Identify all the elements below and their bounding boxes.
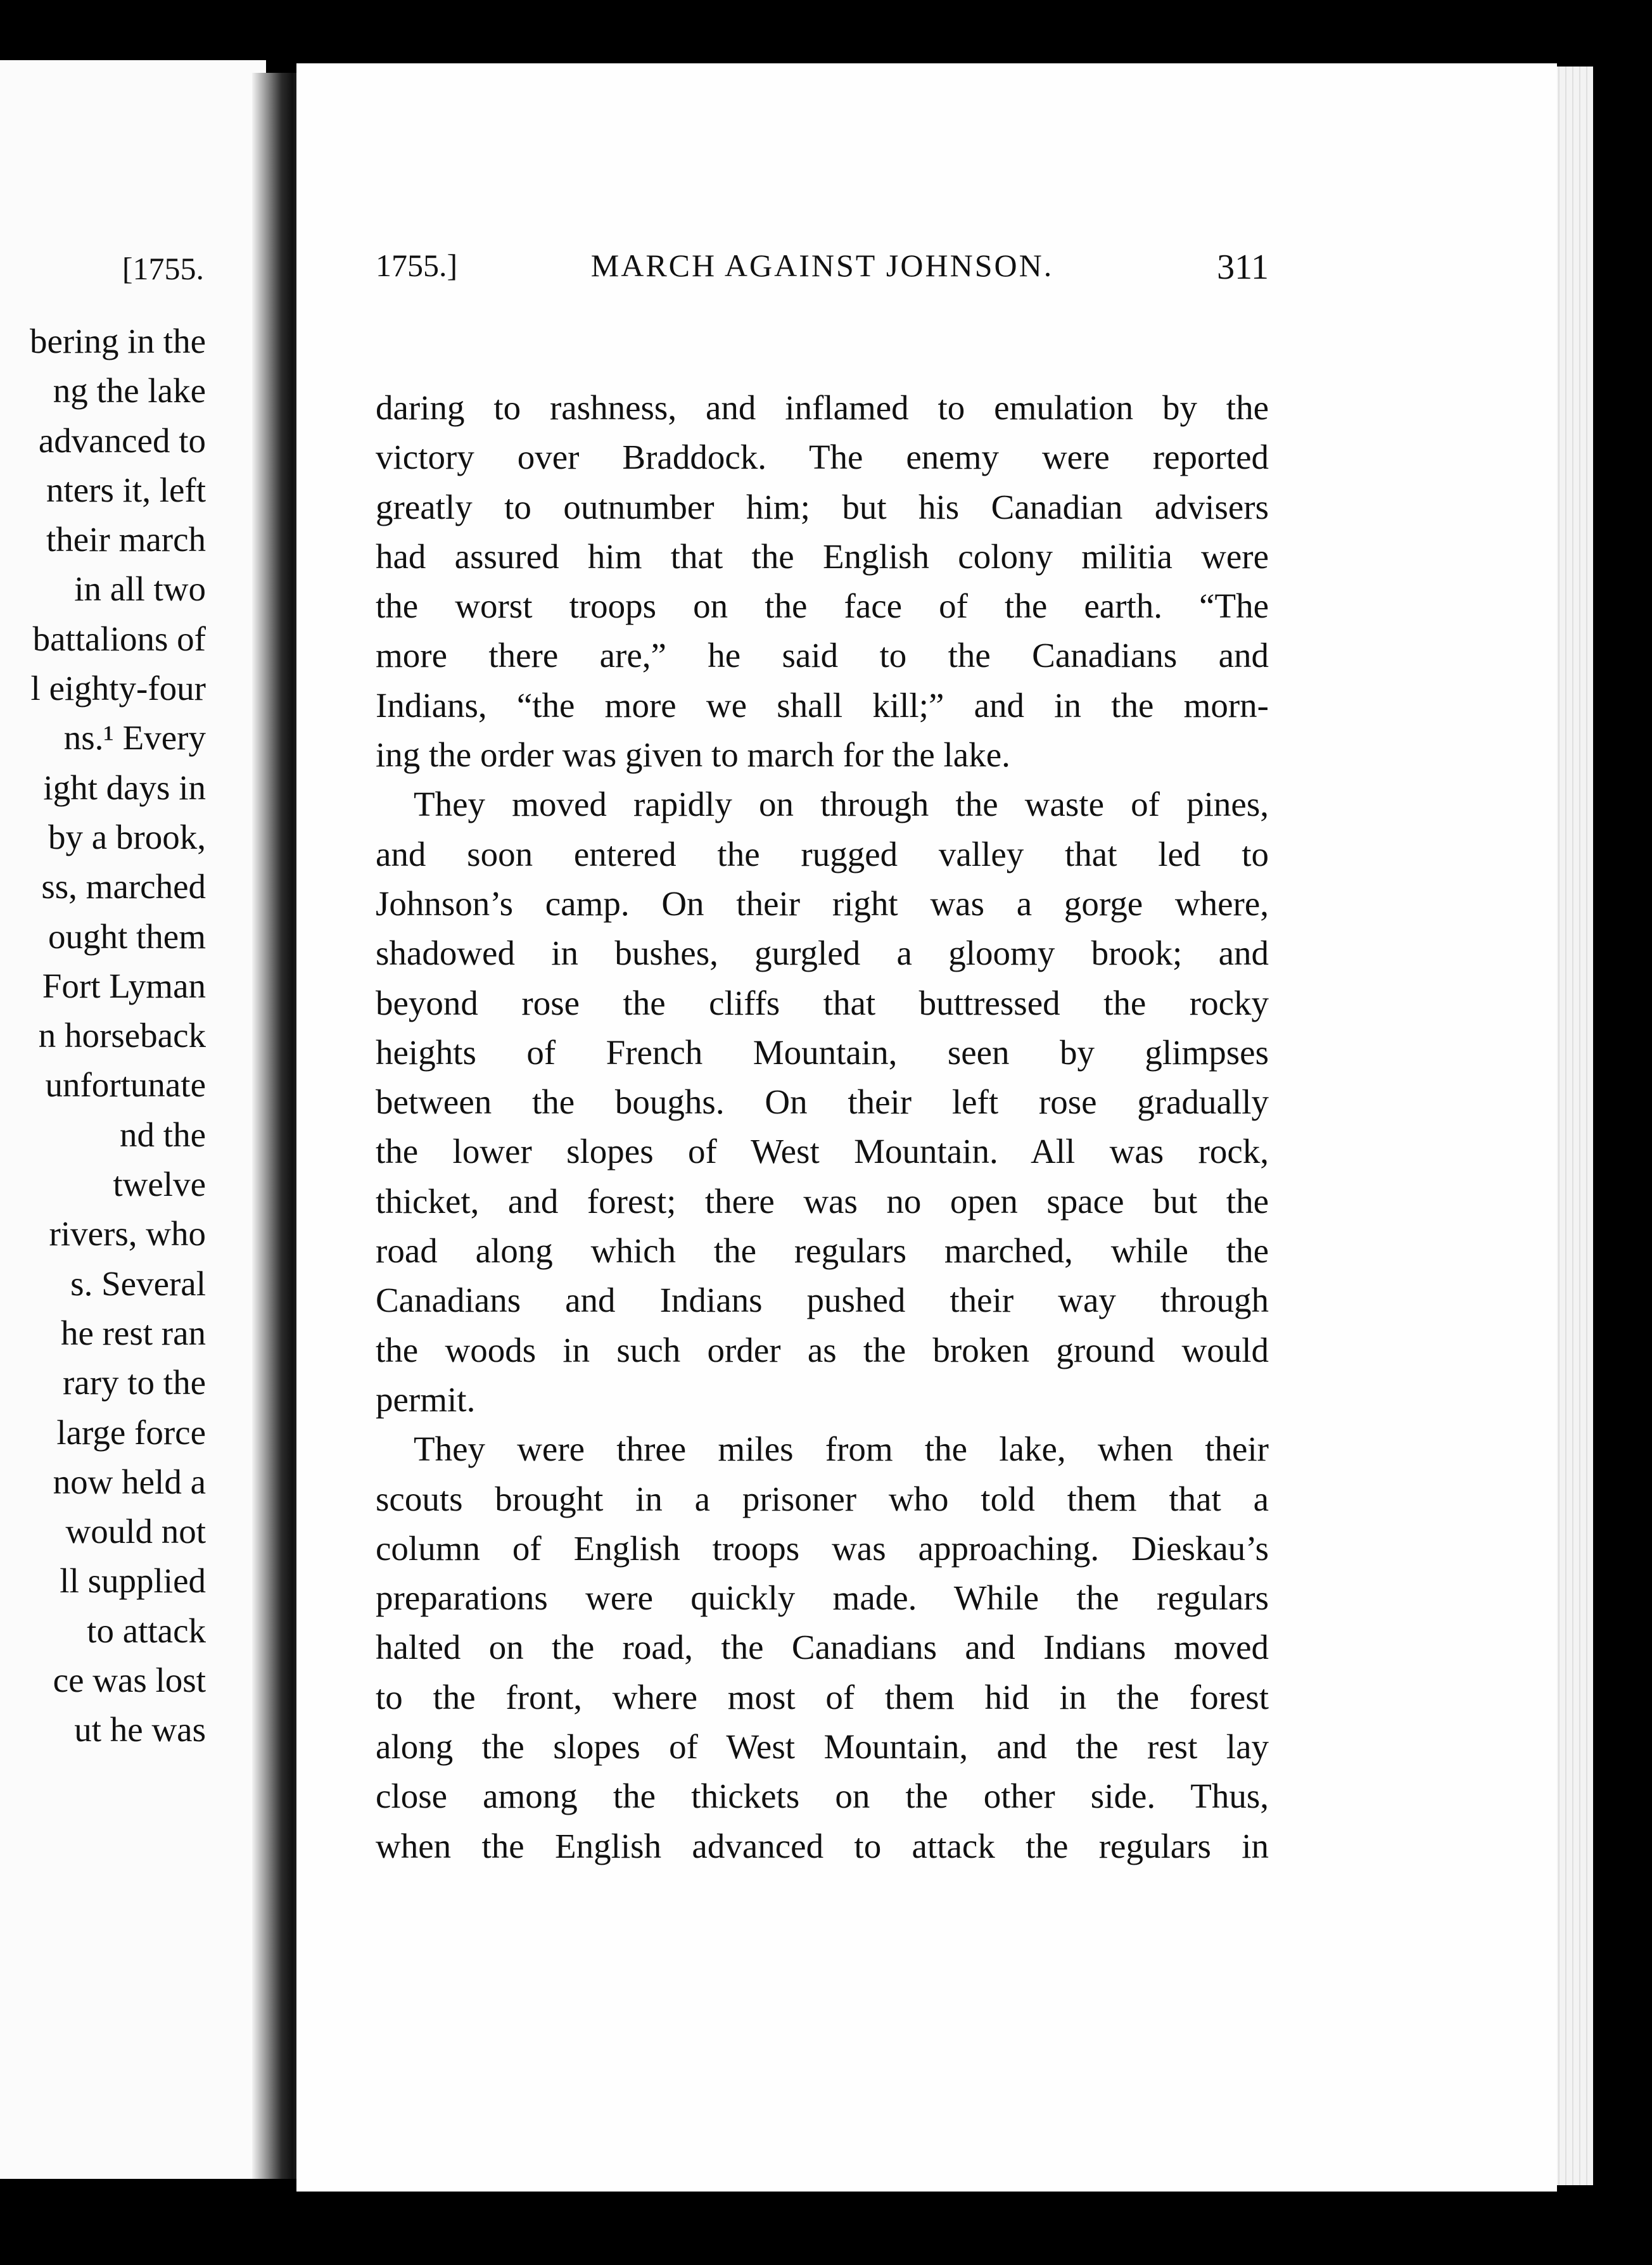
text-line: in all two bbox=[74, 569, 206, 609]
paragraph bbox=[376, 780, 1269, 1424]
text-line: large force bbox=[56, 1412, 206, 1452]
text-line: column of English troops was approaching. Dieskau’s bbox=[376, 1528, 1269, 1568]
text-line: by a brook, bbox=[48, 817, 206, 856]
text-line: their march bbox=[46, 520, 206, 559]
text-line: ce was lost bbox=[53, 1661, 206, 1700]
text-line: ll supplied bbox=[60, 1561, 206, 1601]
text-line: ight days in bbox=[43, 768, 206, 807]
text-line: ut he was bbox=[74, 1710, 206, 1749]
text-line: preparations were quickly made. While the regulars bbox=[376, 1578, 1269, 1618]
text-line: nd the bbox=[120, 1115, 206, 1154]
text-line: Canadians and Indians pushed their way through bbox=[376, 1281, 1269, 1320]
text-line: victory over Braddock. The enemy were reported bbox=[376, 438, 1269, 477]
text-line: and soon entered the rugged valley that led to bbox=[376, 834, 1269, 873]
text-line: ss, marched bbox=[41, 867, 206, 906]
text-line: now held a bbox=[53, 1462, 206, 1501]
text-line: ought them bbox=[48, 917, 206, 956]
text-line: to attack bbox=[87, 1611, 206, 1650]
text-line: daring to rashness, and inflamed to emulation by the bbox=[376, 388, 1269, 427]
text-line: halted on the road, the Canadians and Indians moved bbox=[376, 1628, 1269, 1667]
current-page bbox=[296, 63, 1557, 2192]
text-line: l eighty-four bbox=[30, 669, 206, 708]
text-line: road along which the regulars marched, while the bbox=[376, 1231, 1269, 1271]
paragraph bbox=[376, 383, 1269, 780]
header-year: 1755.] bbox=[376, 248, 458, 283]
previous-page bbox=[0, 60, 266, 2179]
text-line: more there are,” he said to the Canadians and bbox=[376, 636, 1269, 675]
text-line: rary to the bbox=[62, 1363, 206, 1402]
text-line: rivers, who bbox=[49, 1214, 206, 1253]
text-line: Indians, “the more we shall kill;” and in the morn- bbox=[376, 685, 1269, 725]
text-line: he rest ran bbox=[60, 1313, 206, 1352]
text-line: unfortunate bbox=[45, 1065, 206, 1105]
text-line: n horseback bbox=[38, 1016, 206, 1055]
text-line: shadowed in bushes, gurgled a gloomy brook; and bbox=[376, 934, 1269, 973]
text-line: twelve bbox=[113, 1165, 206, 1204]
text-line: would not bbox=[65, 1512, 206, 1551]
text-line: the worst troops on the face of the earth. “The bbox=[376, 587, 1269, 626]
text-line: Johnson’s camp. On their right was a gorge where, bbox=[376, 884, 1269, 923]
text-line: along the slopes of West Mountain, and the rest lay bbox=[376, 1727, 1269, 1767]
text-line: scouts brought in a prisoner who told them that a bbox=[376, 1479, 1269, 1518]
text-line: between the boughs. On their left rose gradually bbox=[376, 1082, 1269, 1122]
text-line: permit. bbox=[376, 1380, 476, 1419]
text-line: bering in the bbox=[30, 322, 206, 360]
text-line: ns.¹ Every bbox=[63, 718, 206, 758]
text-line: battalions of bbox=[32, 619, 206, 658]
running-header bbox=[376, 247, 1269, 291]
previous-page-running-head: [1755. bbox=[122, 251, 204, 286]
text-line: to the front, where most of them hid in the forest bbox=[376, 1677, 1269, 1716]
text-line: thicket, and forest; there was no open space but the bbox=[376, 1181, 1269, 1221]
text-line: ng the lake bbox=[53, 371, 206, 410]
text-line: They were three miles from the lake, when their bbox=[414, 1430, 1269, 1469]
text-line: They moved rapidly on through the waste of pines, bbox=[414, 785, 1269, 824]
text-line: the woods in such order as the broken ground would bbox=[376, 1330, 1269, 1369]
previous-page-text bbox=[0, 317, 206, 1755]
text-line: the lower slopes of West Mountain. All was rock, bbox=[376, 1132, 1269, 1171]
paragraph bbox=[376, 1424, 1269, 1871]
page-body bbox=[376, 383, 1269, 1871]
text-line: s. Several bbox=[70, 1264, 206, 1303]
text-line: greatly to outnumber him; but his Canadian advisers bbox=[376, 487, 1269, 526]
page-number: 311 bbox=[1217, 248, 1269, 287]
header-title: MARCH AGAINST JOHNSON. bbox=[590, 248, 1054, 283]
text-line: when the English advanced to attack the regulars in bbox=[376, 1826, 1269, 1865]
text-line: beyond rose the cliffs that buttressed the rocky bbox=[376, 983, 1269, 1022]
text-line: advanced to bbox=[38, 421, 206, 460]
text-line: nters it, left bbox=[46, 470, 206, 509]
text-line: ing the order was given to march for the lake. bbox=[376, 735, 1010, 775]
text-line: Fort Lyman bbox=[42, 966, 206, 1005]
text-line: close among the thickets on the other side. Thus, bbox=[376, 1777, 1269, 1816]
text-line: heights of French Mountain, seen by glimpses bbox=[376, 1032, 1269, 1072]
text-line: had assured him that the English colony militia were bbox=[376, 536, 1269, 576]
